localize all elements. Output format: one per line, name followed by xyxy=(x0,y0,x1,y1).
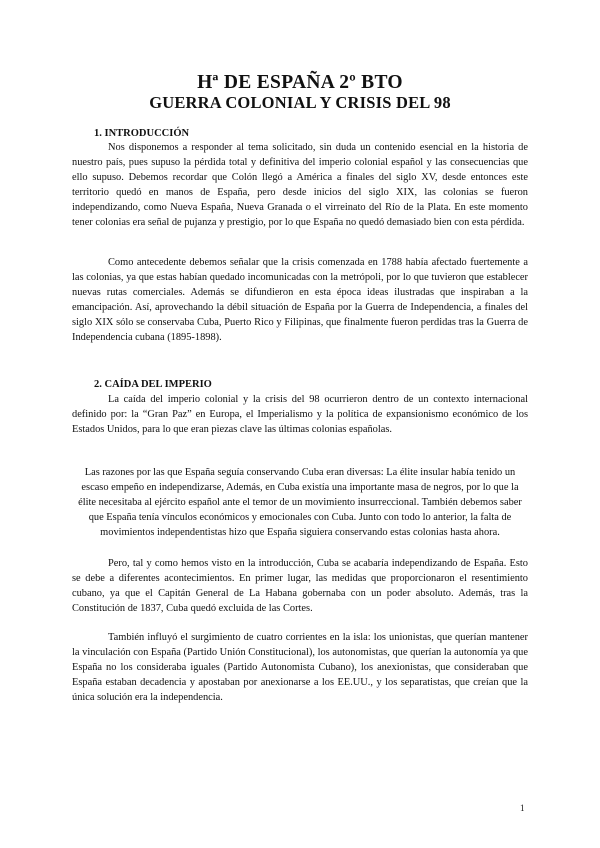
intro-paragraph-2: Como antecedente debemos señalar que la crisis comenzada en 1788 había afectado fuertemente a las colonias, ya que estas habían quedado incomunicadas con la metrópoli, por lo que tuvieron que establecer nuevas rutas comerciales. Además se difundieron en esta época ideas ilustradas que inspiraban a la emancipación. Así, aprovechando la débil situación de España por la Guerra de Independencia, a finales del siglo XIX sólo se conservaba Cuba, Puerto Rico y Filipinas, que finalmente fueron perdidas tras la Guerra de Independencia cubana (1895-1898). xyxy=(72,257,528,343)
page-subtitle: GUERRA COLONIAL Y CRISIS DEL 98 xyxy=(149,93,451,112)
page-number: 1 xyxy=(520,803,525,813)
caida-paragraph-1: La caída del imperio colonial y la crisis del 98 ocurrieron dentro de un contexto internacional definido por: la “Gran Paz” en Europa, el Imperialismo y la política de expansionismo económico de los Estados Unidos, para lo que eran piezas clave las últimas colonias españolas. xyxy=(72,394,528,435)
caida-heading: 2. CAÍDA DEL IMPERIO xyxy=(94,379,212,390)
page-title: Hª DE ESPAÑA 2º BTO xyxy=(197,72,403,93)
intro-heading: 1. INTRODUCCIÓN xyxy=(94,128,190,139)
caida-paragraph-4: También influyó el surgimiento de cuatro corrientes en la isla: los unionistas, que querían mantener la vinculación con España (Partido Unión Constitucional), los autonomistas, que querían la autonomía ya que España no los consideraba iguales (Partido Autonomista Cubano), los anexionistas, que consideraban que España estaban decadencia y apostaban por anexionarse a los EE.UU., y los separatistas, que creían que la única solución era la independencia. xyxy=(72,632,528,703)
intro-paragraph-1: Nos disponemos a responder al tema solicitado, sin duda un contenido esencial en la historia de nuestro país, pues supuso la pérdida total y definitiva del imperio colonial español y las consecuencias que ello supuso. Debemos recordar que Colón llegó a América a finales del siglo XV, desde entonces este territorio quedó en manos de España, pero desde inicios del siglo XIX, las colonias se fueron independizando, como Nueva España, Nueva Granada o el virreinato del Río de la Plata. En este momento tener colonias era señal de pujanza y prestigio, por lo que España no quedó demasiado bien con esta pérdida. xyxy=(72,142,528,228)
caida-paragraph-3: Pero, tal y como hemos visto en la introducción, Cuba se acabaría independizando de España. Esto se debe a diferentes acontecimientos. En primer lugar, las medidas que proporcionaron el resentimiento cubano, ya que el Capitán General de La Habana gobernaba con un poder absoluto. Además, tras la Constitución de 1837, Cuba quedó excluida de las Cortes. xyxy=(72,558,528,614)
caida-paragraph-2: Las razones por las que España seguía conservando Cuba eran diversas: La élite insular había tenido un escaso empeño en independizarse, Además, en Cuba existía una importante masa de negros, por lo que la élite necesitaba al ejército español ante el temor de un movimiento insurreccional. También debemos saber que España tenía vínculos económicos y emocionales con Cuba. Junto con todo lo anterior, la falta de movimientos independentistas hizo que España siguiera conservando estas colonias hasta ahora. xyxy=(78,467,522,538)
